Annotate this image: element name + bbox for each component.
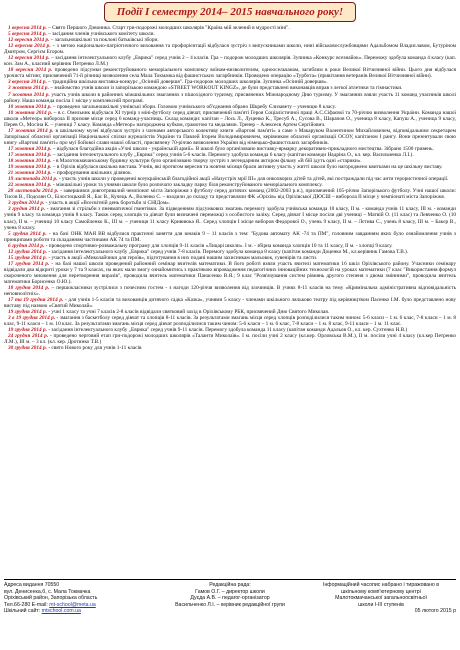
event-entry — [4, 206, 456, 230]
event-date: 18 жовтня 2014 р. — [8, 158, 52, 165]
event-date: 3 грудня 2014 р. — [8, 200, 45, 207]
event-date: 22 жовтня 2014 р. — [8, 182, 52, 189]
info-line-4: школи I-III ступенів — [358, 601, 404, 608]
address-district: Оріхівський район, Запорізька область — [4, 595, 98, 602]
event-text: – відбулася благодійна акція «Учні школи - українській армії». В школі було організовано виставку-ярмарку декоративно-прикладного мистецтва. Зібрано 1500 гривень. — [51, 145, 434, 152]
event-date: 18 грудня 2014 р. — [8, 285, 50, 292]
event-date: 28 листопада 2014 р. — [8, 188, 59, 195]
event-text: – першокласники зустрілися з почесним гостем - з нагоди 120-річчя визволення від злочинців. В учнях 8-11 класів на тему «Кримінальна адміністративна відповідальність неповнолітніх». — [4, 285, 456, 298]
footer-address — [4, 582, 154, 644]
event-text: – знайомство учнів школи із запорізькою командою «STREET WORKOUT KINGZ», де були представлені виконавців вправ з легкої атлетики та гімнастики. — [48, 85, 403, 92]
info-line-3: Малотокмачанської загальноосвітньої — [335, 595, 427, 602]
footer-editorial — [155, 582, 305, 644]
event-text: - на базі нашої школи проведений районний семінар вчителів математики. В його роботі взяли участь вчителі математики 16 шкіл Оріхівського району. Учасники семінару відвідали два відкриті уроки у 7 та 9 класах, на яких мали змогу ознайомитись з практикою впровадження педагогічних інноваційних технологій на уроках математики (7 клас "Використання формул скороченого множення для перетворення виразів", проводила вчитель математики Панасенко В.Я.; 9 клас "Розв'язування систем рівнянь другого степеня з двома змінними", проводила вчитель математики Борисенко О.Ю.). — [4, 260, 456, 285]
event-text: – профорування шкільних ділянок. — [51, 170, 132, 177]
event-date: 5 грудня 2014 р. — [8, 230, 47, 237]
event-entry — [4, 261, 456, 285]
event-date: 10 жовтня 2014 р. — [8, 103, 52, 110]
event-entry — [4, 55, 456, 67]
event-entry — [4, 67, 456, 79]
event-date: 17 грудня 2014 р. — [8, 260, 50, 267]
page-title: Події I семестру 2014– 2015 навчального року! — [104, 2, 356, 22]
event-date: 21 жовтня 2014 р. — [8, 170, 52, 177]
board-label: Редакційна рада: — [209, 582, 251, 588]
event-date: 17 жовтня 2014 р. — [8, 127, 54, 134]
event-text: - участь учнів школи у проведенні всеукраїнській благодійної акції «Назустріч мрії III» для онкохворих дітей та дітей, які постраждали під час анти терористичної операції. — [57, 176, 449, 183]
board-member: Васильченко Л.І. – керівник редакційної групи — [175, 601, 285, 608]
footer-info — [306, 582, 456, 644]
event-date: 7 жовтня 2014 р. — [8, 91, 50, 98]
event-entry — [4, 110, 456, 128]
event-text: - міжшкільні уроки та учнями школи було розпочато закладку парку біля реконструйованого меморіального комплексу. — [51, 182, 323, 189]
event-text: – загальношкільні та поклоні батьківські збори. — [49, 37, 159, 44]
event-entry — [4, 297, 456, 309]
event-text: – засідання членів учнівського комітету школи. — [46, 31, 155, 38]
event-entry — [4, 92, 456, 104]
event-text: – з метою національно-патріотичного виховання та профорієнтації відбулася зустріч з випускниками школи, нині військовослужбовцями Адальбомом Владиславом, Бутуріном Дмитром, Сергієм Егором. — [4, 43, 456, 56]
event-text: – в Оріхів відбулася шкільна вистава. Учнів, які протягом вересня та жовтня місяця брали активну участь у житті школи було нагороджено квитками на це шкільну виставу. — [51, 164, 443, 171]
event-text: - змагання зі стрільби з пневматичної гвинтівки. За підведенням підсумкових змагань перемогу здобула учнівська команда 10 класу, II м. - команда учнів 11 класу, III м. - команди учнів 9 класу та команда учнів 8 класу. Також серед хлопців та дівчат були визначені переможці з особистого заліку. Серед дівчат I місце посіли дві учениці – Матвій О. (11 клас) та Левченко О. (10 клас), II м. – учениці 10 класу Самойленко К., III м. – учениця 11 класу Кривнюка Я.. Серед хлопців I місце виборов Федорової О., учень 9 класу, II м. – Лєтива С., учень 8 класу, III м. – Бакєр В., учень 8 класу. — [4, 206, 456, 231]
event-date: 10 жовтня 2014 р. — [8, 109, 53, 116]
event-date: 12 вересня 2014 р. — [8, 43, 51, 50]
event-date: 12 вересня 2014 р. — [8, 55, 50, 62]
event-text: – в с. Омельник відбулася XI турнір з міні-футболу серед дівчат, присвячений пам'яті Героя Соціалістичної праці А.С.Сіфаєвої та 70-річчю визволення України. Команда нашої школи «Метеор» виборола II призове місце серед 6 команд-учасниць. Склад команди: капітан – Лось Л., Луценко К., Тресуб А., Сусова В., Шарапов О., ученица 8 класу, Капуш А., ученица 9 класу, Перев О., Мосіна К. – учениці 7 класу. Команда «Метеор» нагороджена кубком, грамотою та медалями. Тренер – Алексеєв Артем Сергійович. — [4, 109, 456, 128]
event-date: 17 жовтня 2014 р. — [8, 145, 52, 152]
event-date: 12 вересня 2014 р. — [8, 37, 50, 44]
events-list — [4, 25, 456, 581]
event-date: 17 та 19 грудня 2014 р. — [8, 297, 64, 304]
event-entry — [4, 188, 456, 200]
footer — [4, 579, 456, 644]
event-date: 24 грудня 2014 р. — [8, 333, 49, 340]
address-label: Адреса видання 70550 — [4, 582, 60, 588]
event-text: проведено підсумки реконструйованого меморіального комплексу воїнам-визволителям, одноосельчанам, загиблим в роки Великої Вітчизняної війни. Цього дня відбулася урочиста мітинг, присвячений 71-й річниці визволення села Мала Токмачка від фашистських загарбників. Проведено операцію «Турбота» (привітання ветеранів Великої Вітчизняної війни). — [4, 67, 456, 80]
event-entry — [4, 285, 456, 297]
event-date: 30 грудня 2014 р. — [8, 345, 48, 352]
event-text: – традиційна шкільна виставка-конкурс „Осінній довершя". Гра-подорож молодших школярів. Зупинка «Осінній довершя». — [46, 79, 328, 86]
event-entry — [4, 345, 456, 351]
event-text: - для учнів 1-5 класів та вихованців дитячого садка «Казка», учнями 5 класу - членами шкільного ляльково театру під керівництвом Пасенко І.М. було представлено нову виставу під назвою «Святий Миколай». — [4, 297, 456, 310]
event-date: 3 жовтня 2014 р. — [8, 85, 49, 92]
event-text: – засідання інтелектуального клубу „Еврика" серед учнів 2 – 4 класів. Гра – подорож молодших школярів. Зупинка «Конкурс всезнайок». Переможу здобула команда 4 класу (кап. кон. Зам А., класний керівник Петренко Л.М.) — [4, 55, 456, 68]
info-line-2: шкільному комп'ютерному центрі — [341, 588, 421, 595]
phone-label: Тел.66-280 E-mail: — [4, 601, 48, 608]
event-text: – засідання інтелектуального клубу „Еврика" серед учнів 5-6 класів. Перемогу здобула команда 6 класу (капітан команди Надріна О., кл. кер. Васильченко Л.І.). — [51, 151, 414, 158]
event-date: 19 жовтня 2014 р. — [8, 164, 52, 171]
event-entry — [4, 315, 456, 327]
event-entry — [4, 43, 456, 55]
event-text: - свято Нового року для учнів 1-11 класів — [47, 345, 142, 352]
event-entry — [4, 128, 456, 146]
event-text: - на базі ОНК МАЯ ВВ відбулися практичні заняття для юнаків 9 – 11 класів з тем: "Будова автомату АК -74 та ПМ", головним завданням яких було ознайомлення учнів з принципами роботи та складанням частинами АК 74 та ПМ. — [4, 230, 456, 243]
event-date: 6 грудня 2014 р. — [8, 242, 45, 249]
event-date: 5 вересня 2014 р. — [8, 31, 47, 38]
event-date: 1 вересня 2014 р. — [8, 25, 47, 31]
event-text: - учні 1 класу та учні 7 класів 2-8 класів відвідали святковий захід в Оріхівському РБК, присвячений Дню Святого Миколая. — [47, 309, 330, 316]
event-date: 19 грудня 2014 р. — [8, 327, 48, 334]
event-text: - участь в акції «Миколайчики для героїв», підготування в них подані нашим захисникам мальовок, сувенірів та листи. — [47, 254, 318, 261]
email-link[interactable]: mt-school@meta.ua — [49, 601, 96, 608]
event-text: - засідання інтелектуального клубу „Еврика" серед учнів 7-8 класів. Перемогу здобула команда 8 класу (капітан команди Доценко М., кл.керівник Гамова Т.В.). — [47, 248, 409, 255]
board-editor: Дуєда А.В. – педагог-організатор — [190, 595, 270, 602]
event-text: в шкільному музеї відбулася зустріч з членами авторського колективу книги «Вартові пам'яті» а саме з Макаруком Валентином Михайловичем, відповідальним секретарем Запорізької обласної організації Національної спілки журналістів України та Павлей Ігорем Володимировичем, керівником обласної організації ОСОУ, капітаном І рангу. Вони презентували свою книгу «Вартові пам'яті» про муї бойової слави нашої області, присвячену 70-річчю визволення України від німецько-фашистських загарбників. — [4, 127, 456, 146]
board-chief: Гамов О.Г. – директор школи — [195, 588, 265, 595]
event-text: - змагання з баскетболу серед дівчат та хлопців 8-11 класів. За результатами змагань місця серед хлопців розподілилися таким чином: 5-6 класи – 1 м. 6 клас, 7-8 класи – 1 м. 8 клас, 9-11 класи – 1 м. 10 клас. За результатами змагань місця серед дівчат розподілилися таким чином: 5-6 класи – 1 м. 6 клас, 7-8 класи – 1 м. 8 клас, 9-11 класи – 1 м. 11 клас. — [4, 315, 456, 328]
event-text: – Свято Першого Дзвоника. Старт гри-подорожі молодших школярів "Країна мій зелений в мудрості міні". — [46, 25, 290, 31]
info-line-1: Інформаційний часопис набрано і тиражовано в — [323, 582, 439, 588]
site-label: Шкільний сайт: — [4, 608, 41, 615]
event-text: - проведено спортивно-розважальну програму для хлопців 9-11 класів «Лицарі школи». I м. - збірна команда хлопців 10 та 11 класу, II м. - хлопці 9 класу. — [44, 242, 393, 249]
event-date: 18 вересня 2014 р. — [8, 67, 53, 74]
event-date: 3 вересня 2014 р. — [8, 79, 47, 86]
event-text: участь учнів школи в районних міжшкільних змаганнях з пішохідного туризму, присвячених Міжнародному Дню туризму. У змаганнях взяли участь 11 команд учасників школі району. Наша команда посіла 1 місце у комплексній програмі. — [4, 91, 456, 104]
event-text: - участь в акції «Всесвітній день боротьби зі СНІДом». — [44, 200, 171, 207]
event-text: – проведено загальношкільні учнівські збори. Головою учнівського об'єднання обрано Шкребу Єлизавету – ученицю 8 класу. — [51, 103, 336, 110]
event-date: 17 жовтня 2014 р. — [8, 151, 52, 158]
site-row — [4, 608, 154, 615]
event-text: - в Малотокмачанському будинку культури було організовано творчу зустріч з легендарним актором фільму «В бій ідуть одні «старики». — [51, 158, 362, 165]
event-date: 12 грудня 2014 р. — [8, 248, 48, 255]
address-street: вул. Денисенка,б, с. Мала Токмачка — [4, 588, 91, 595]
event-date: 19 листопада 2014 р. — [8, 176, 58, 183]
event-text: - засідання інтелектуального клубу „Еврика" серед учнів 9-11 класів. Перемогу здобула команда 11 класу (капітан команди Адальов О., кл. кер. Сухтенко Н.В.) — [47, 327, 408, 334]
event-date: 3 в 19 грудня 2014 р. — [8, 315, 56, 322]
event-entry — [4, 333, 456, 345]
event-date: 19 грудня 2014 р. — [8, 309, 48, 316]
event-text: - проведено черговий етап гри-подорожі молодших школярів «Таланти Миколаїв». I м. посіли учні 2 класу (кл.кер. Орловська В.М.), II м. посіли учні 4 класу (кл.кер Петренко Л.М.), III м. – 3 кл. (кл. кер. Дротинко Т.В.) — [4, 333, 456, 346]
event-date: 15 грудня 2014 р. — [8, 254, 48, 261]
event-entry — [4, 231, 456, 243]
issue-date: 05 лютого 2015 р — [414, 608, 456, 615]
event-date: 3 грудня 2014 р. — [8, 206, 46, 213]
site-link[interactable]: mtschool.com.ua — [41, 608, 81, 615]
event-text: - завершився довготривалий чемпіонат міста Запоріжжя з футболу серед дитячих команд (2002-2003 р.н.), присвячений 105-річчю Запорізького футболу. Учні нашої школи: Тисов В., Подолян О., Білостоцький Я., Бас В., Кучець А., Воленко С. – входили до складу та представляли ФК «Оріхів» від Оріхівської ДЮСШ – виборола II місце у чемпіонаті міста Запоріжжя. — [4, 188, 456, 201]
